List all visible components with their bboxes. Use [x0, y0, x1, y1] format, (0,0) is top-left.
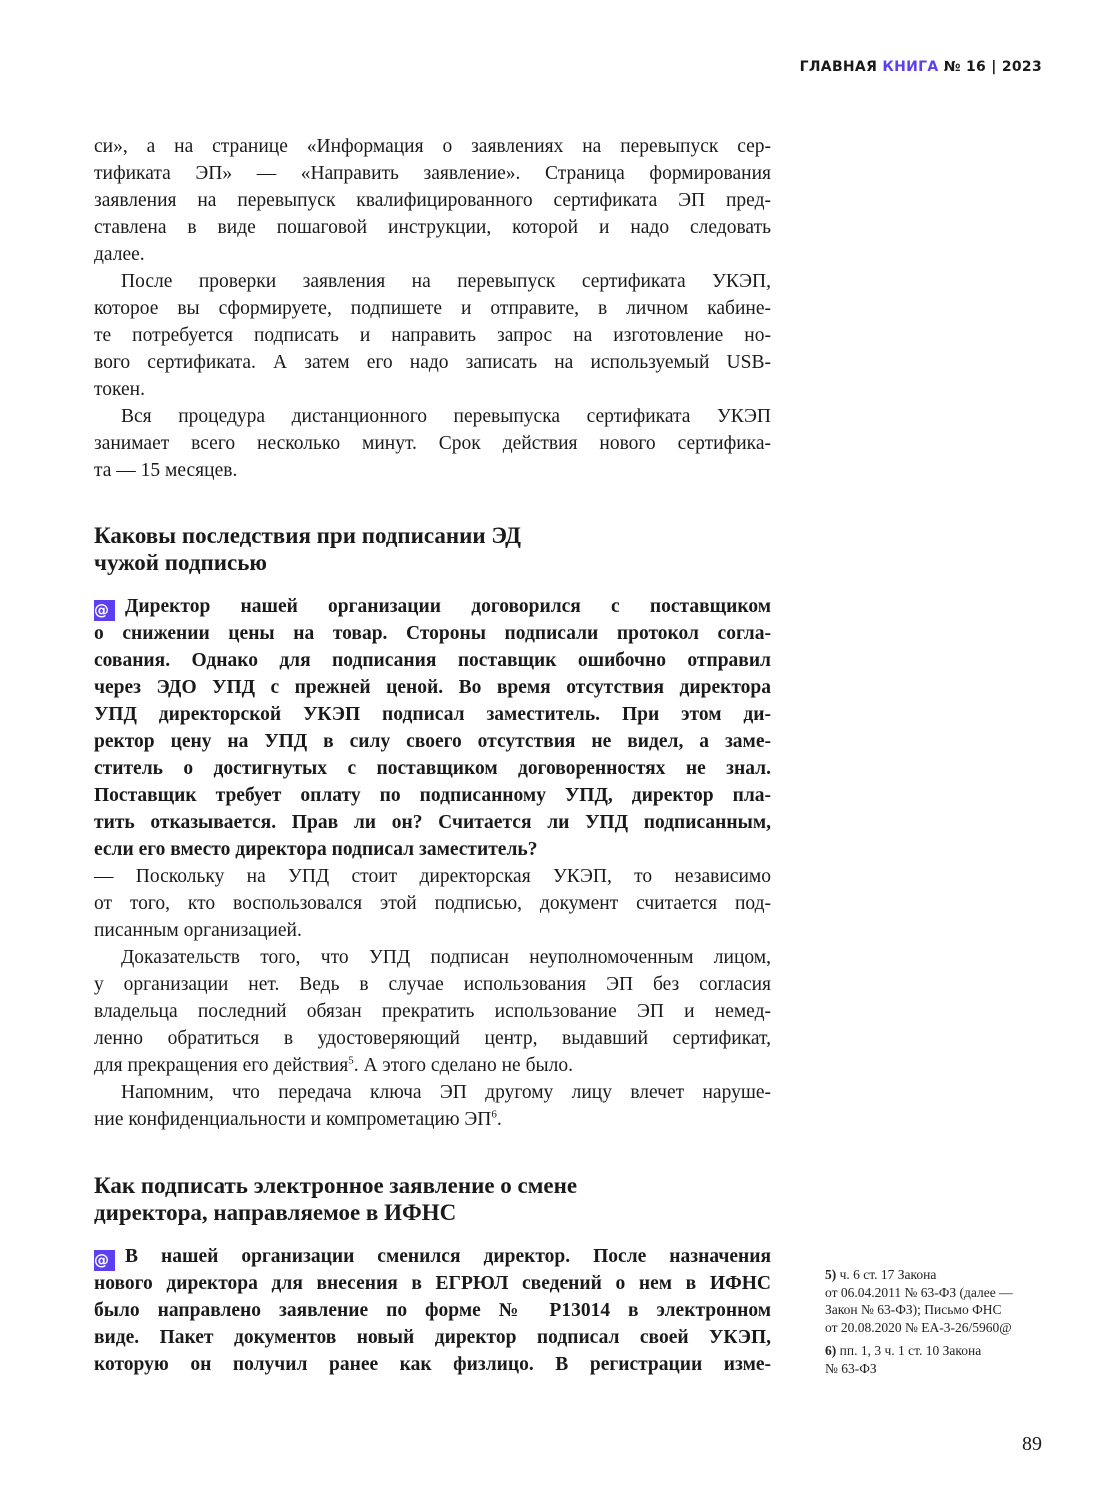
- text-line: [94, 1243, 771, 1270]
- line-text: .: [496, 1109, 502, 1130]
- page-number: 89: [1022, 1433, 1042, 1455]
- text-line: [94, 522, 771, 549]
- email-question-icon: @: [94, 600, 115, 621]
- text-line: [94, 620, 771, 647]
- line-text: вого сертификата. А затем его надо записать на используемый USB-: [94, 352, 771, 373]
- email-question-icon: @: [94, 1250, 115, 1271]
- line-text: нового директора для внесения в ЕГРЮЛ сведений о нем в ИФНС: [94, 1273, 771, 1294]
- footnote-line: пп. 1, 3 ч. 1 ст. 10 Закона: [839, 1343, 982, 1358]
- footnote-6: [825, 1342, 1065, 1377]
- text-line: [94, 971, 771, 998]
- line-text: сования. Однако для подписания поставщик ошибочно отправил: [94, 650, 771, 671]
- text-line: [94, 160, 771, 187]
- section-heading-2: [94, 1172, 771, 1226]
- text-line: [94, 1324, 771, 1351]
- line-text: Каковы последствия при подписании ЭД: [94, 523, 521, 548]
- text-line: [94, 998, 771, 1025]
- text-line: [94, 1172, 771, 1199]
- brand-name: ГЛАВНАЯ: [799, 59, 878, 75]
- line-text: заявления на перевыпуск квалифицированного сертификата ЭП пред-: [94, 190, 771, 211]
- text-line: [94, 403, 771, 430]
- footnote-line: от 20.08.2020 № ЕА-3-26/5960@: [825, 1319, 1012, 1335]
- footnotes: [825, 1266, 1065, 1383]
- text-line: [94, 295, 771, 322]
- line-text: Поставщик требует оплату по подписанному УПД, директор пла-: [94, 785, 771, 806]
- text-line: [94, 1052, 771, 1079]
- footnote-number: 6): [825, 1343, 837, 1358]
- line-text: ректор цену на УПД в силу своего отсутствия не видел, а заме-: [94, 731, 771, 752]
- text-line: [94, 1270, 771, 1297]
- line-text: виде. Пакет документов новый директор подписал своей УКЭП,: [94, 1327, 771, 1348]
- text-line: [94, 890, 771, 917]
- line-text: Директор нашей организации договорился с поставщиком: [125, 596, 771, 617]
- line-text: тификата ЭП» — «Направить заявление». Страница формирования: [94, 163, 771, 184]
- text-line: [94, 647, 771, 674]
- text-line: [94, 593, 771, 620]
- text-line: [94, 322, 771, 349]
- paragraph-3: [94, 403, 771, 484]
- text-line: [94, 430, 771, 457]
- text-line: [94, 1297, 771, 1324]
- footnote-ref: 5: [348, 1054, 354, 1067]
- answer-3: [94, 1079, 771, 1133]
- section-heading-1: [94, 522, 771, 576]
- text-line: [94, 701, 771, 728]
- line-text: писанным организацией.: [94, 920, 302, 941]
- footnote-line: Закон № 63-ФЗ); Письмо ФНС: [825, 1302, 1002, 1317]
- line-text: Вся процедура дистанционного перевыпуска сертификата УКЭП: [121, 406, 771, 427]
- line-text: . А этого сделано не было.: [353, 1055, 573, 1076]
- text-line: [94, 133, 771, 160]
- line-text: чужой подписью: [94, 550, 267, 575]
- text-line: [94, 1351, 771, 1378]
- line-text: токен.: [94, 379, 145, 400]
- line-text: Доказательств того, что УПД подписан неуполномоченным лицом,: [121, 947, 771, 968]
- text-line: [94, 944, 771, 971]
- line-text: занимает всего несколько минут. Срок действия нового сертифика-: [94, 433, 771, 454]
- answer-1: [94, 863, 771, 944]
- line-text: которое вы сформируете, подпишете и отправите, в личном кабине-: [94, 298, 771, 319]
- text-line: [94, 836, 771, 863]
- line-text: те потребуется подписать и направить запрос на изготовление но-: [94, 325, 771, 346]
- text-line: [94, 728, 771, 755]
- text-line: [94, 268, 771, 295]
- line-text: тить отказывается. Прав ли он? Считается ли УПД подписанным,: [94, 812, 771, 833]
- line-text: Как подписать электронное заявление о смене: [94, 1173, 578, 1198]
- question-2: [94, 1243, 771, 1378]
- text-line: [94, 917, 771, 944]
- brand-name-accent: КНИГА: [882, 59, 939, 75]
- answer-2: [94, 944, 771, 1079]
- running-header: [800, 59, 1042, 75]
- line-text: ставлена в виде пошаговой инструкции, которой и надо следовать: [94, 217, 771, 238]
- main-text-column: [94, 133, 771, 1378]
- text-line: [94, 349, 771, 376]
- line-text: о снижении цены на товар. Стороны подписали протокол согла-: [94, 623, 771, 644]
- question-1: [94, 593, 771, 863]
- footnote-5: [825, 1266, 1065, 1336]
- line-text: было направлено заявление по форме № Р13014 в электронном: [94, 1300, 771, 1321]
- line-text: ние конфиденциальности и компрометацию ЭП: [94, 1109, 492, 1130]
- footnote-number: 5): [825, 1267, 837, 1282]
- footnote-line: от 06.04.2011 № 63-ФЗ (далее —: [825, 1284, 1013, 1300]
- line-text: В нашей организации сменился директор. После назначения: [125, 1246, 771, 1267]
- text-line: [94, 241, 771, 268]
- line-text: та — 15 месяцев.: [94, 460, 238, 481]
- text-line: [94, 376, 771, 403]
- line-text: которую он получил ранее как физлицо. В регистрации изме-: [94, 1354, 771, 1375]
- text-line: [94, 214, 771, 241]
- line-text: директора, направляемое в ИФНС: [94, 1200, 457, 1225]
- line-text: Напомним, что передача ключа ЭП другому лицу влечет наруше-: [121, 1082, 771, 1103]
- line-text: ленно обратиться в удостоверяющий центр, выдавший сертификат,: [94, 1028, 771, 1049]
- line-text: через ЭДО УПД с прежней ценой. Во время отсутствия директора: [94, 677, 771, 698]
- text-line: [94, 1199, 771, 1226]
- text-line: [94, 782, 771, 809]
- text-line: [94, 1025, 771, 1052]
- line-text: УПД директорской УКЭП подписал заместитель. При этом ди-: [94, 704, 771, 725]
- line-text: После проверки заявления на перевыпуск сертификата УКЭП,: [121, 271, 771, 292]
- paragraph-1: [94, 133, 771, 268]
- issue-number: № 16 | 2023: [943, 59, 1042, 75]
- line-text: ститель о достигнутых с поставщиком договоренностях не знал.: [94, 758, 771, 779]
- footnote-line: ч. 6 ст. 17 Закона: [839, 1267, 937, 1282]
- footnote-line: № 63-ФЗ: [825, 1360, 877, 1376]
- paragraph-2: [94, 268, 771, 403]
- text-line: [94, 1079, 771, 1106]
- line-text: си», а на странице «Информация о заявлениях на перевыпуск сер-: [94, 136, 771, 157]
- text-line: [94, 674, 771, 701]
- line-text: для прекращения его действия: [94, 1055, 349, 1076]
- text-line: [94, 809, 771, 836]
- footnote-ref: 6: [491, 1108, 497, 1121]
- text-line: [94, 549, 771, 576]
- line-text: далее.: [94, 244, 145, 265]
- line-text: владельца последний обязан прекратить использование ЭП и немед-: [94, 1001, 771, 1022]
- text-line: [94, 457, 771, 484]
- text-line: [94, 187, 771, 214]
- text-line: [94, 755, 771, 782]
- text-line: [94, 863, 771, 890]
- line-text: у организации нет. Ведь в случае использования ЭП без согласия: [94, 974, 771, 995]
- line-text: — Поскольку на УПД стоит директорская УКЭП, то независимо: [94, 866, 771, 887]
- text-line: [94, 1106, 771, 1133]
- line-text: от того, кто воспользовался этой подписью, документ считается под-: [94, 893, 771, 914]
- line-text: если его вместо директора подписал заместитель?: [94, 839, 538, 860]
